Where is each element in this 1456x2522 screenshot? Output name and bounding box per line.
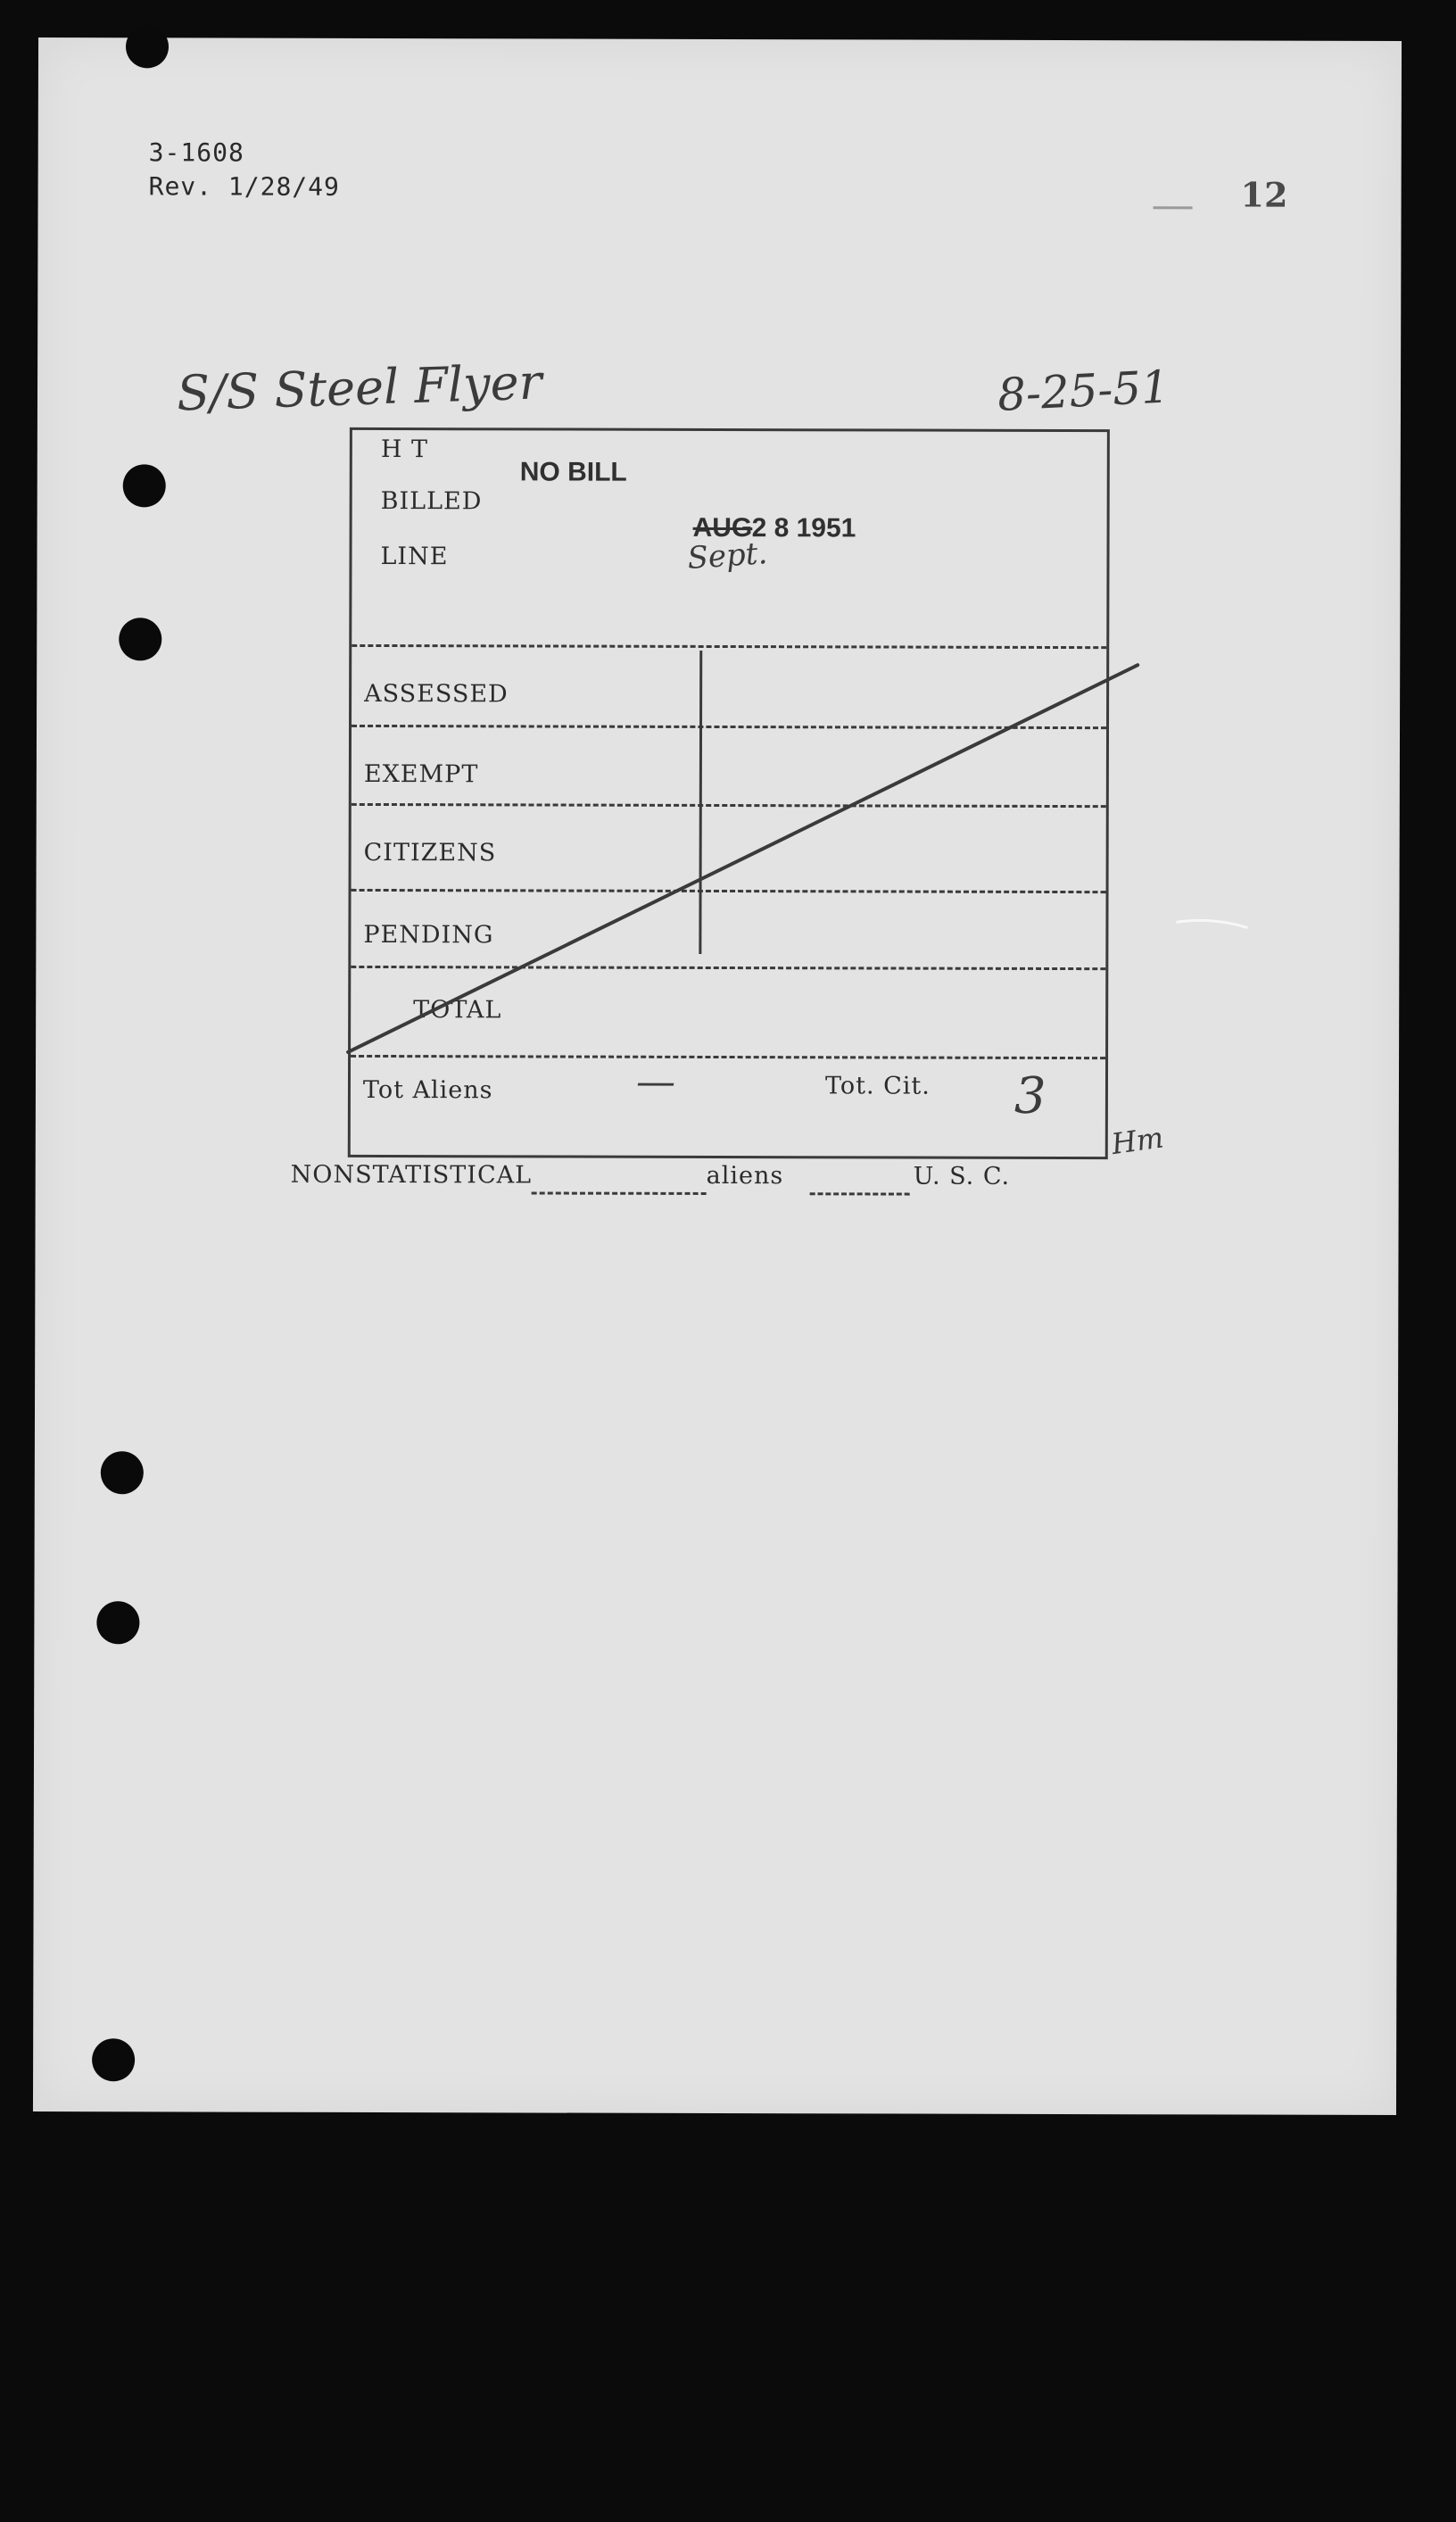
handwritten-date: 8-25-51 (996, 361, 1171, 421)
tot-cit-count: 3 (1013, 1066, 1046, 1125)
usc-label: U. S. C. (913, 1162, 1011, 1190)
page-number: 12 (1240, 174, 1288, 215)
ht-label: H T (380, 436, 429, 464)
aliens-label: aliens (706, 1161, 784, 1190)
form-number: 3-1608 (148, 137, 244, 168)
document-page (33, 37, 1402, 2115)
strike-through-line (33, 37, 1402, 2115)
row-label-citizens: CITIZENS (363, 838, 497, 867)
received-stamp-date: 2 8 1951 (751, 513, 856, 543)
tot-cit-label: Tot. Cit. (824, 1072, 931, 1100)
billed-label: BILLED (380, 487, 483, 516)
vessel-name: S/S Steel Flyer (176, 353, 543, 422)
line-label: LINE (380, 543, 449, 571)
received-stamp-month: AUG (692, 512, 753, 543)
initials: Hm (1109, 1120, 1166, 1162)
row-label-pending: PENDING (363, 920, 494, 950)
row-label-assessed: ASSESSED (364, 679, 509, 709)
form-revision: Rev. 1/28/49 (148, 171, 340, 202)
tot-aliens-dash: — (635, 1058, 676, 1105)
total-label: TOTAL (413, 996, 502, 1025)
row-label-exempt: EXEMPT (363, 759, 479, 789)
tot-aliens-label: Tot Aliens (362, 1075, 493, 1105)
stamp-correction: Sept. (686, 535, 769, 577)
nonstatistical-label: NONSTATISTICAL (290, 1160, 533, 1190)
no-bill-stamp: NO BILL (519, 457, 627, 487)
